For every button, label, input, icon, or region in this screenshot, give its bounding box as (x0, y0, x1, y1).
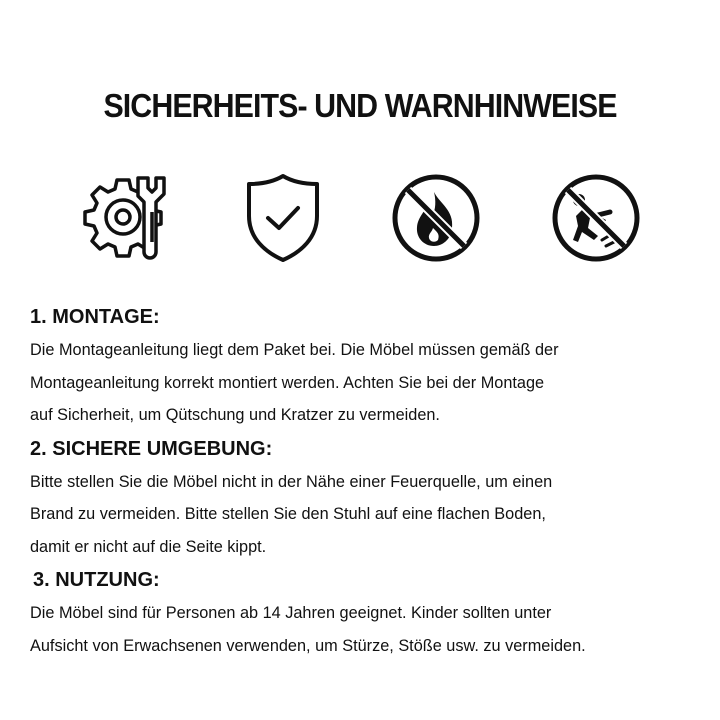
text-line: Aufsicht von Erwachsenen verwenden, um Stürze, Stöße usw. zu vermeiden. (30, 636, 586, 655)
text-line: Montageanleitung korrekt montiert werden. Achten Sie bei der Montage (30, 373, 545, 392)
safety-content (30, 300, 690, 662)
page-title: SICHERHEITS- UND WARNHINWEISE (103, 87, 617, 124)
section-sichere-umgebung (30, 432, 690, 564)
text-line: Die Montageanleitung liegt dem Paket bei. Die Möbel müssen gemäß der (30, 341, 559, 359)
shield-check-icon (235, 170, 331, 266)
section-heading: 1. MONTAGE: (30, 306, 160, 328)
text-line: auf Sicherheit, um Qütschung und Kratzer zu vermeiden. (30, 406, 440, 424)
gear-wrench-icon (76, 170, 172, 266)
section-heading: 2. SICHERE UMGEBUNG: (30, 437, 273, 460)
text-line: Brand zu vermeiden. Bitte stellen Sie den Stuhl auf eine flachen Boden, (30, 505, 546, 523)
text-line: Bitte stellen Sie die Möbel nicht in der Nähe einer Feuerquelle, um einen (30, 472, 553, 491)
text-line: Die Möbel sind für Personen ab 14 Jahren geeignet. Kinder sollten unter (30, 604, 552, 622)
no-slipping-icon (548, 170, 644, 266)
section-montage (30, 300, 690, 432)
section-heading: 3. NUTZUNG: (33, 569, 160, 591)
text-line: damit er nicht auf die Seite kippt. (30, 537, 267, 556)
no-fire-icon (388, 170, 484, 266)
section-nutzung (30, 563, 690, 662)
icon-row (0, 170, 720, 266)
